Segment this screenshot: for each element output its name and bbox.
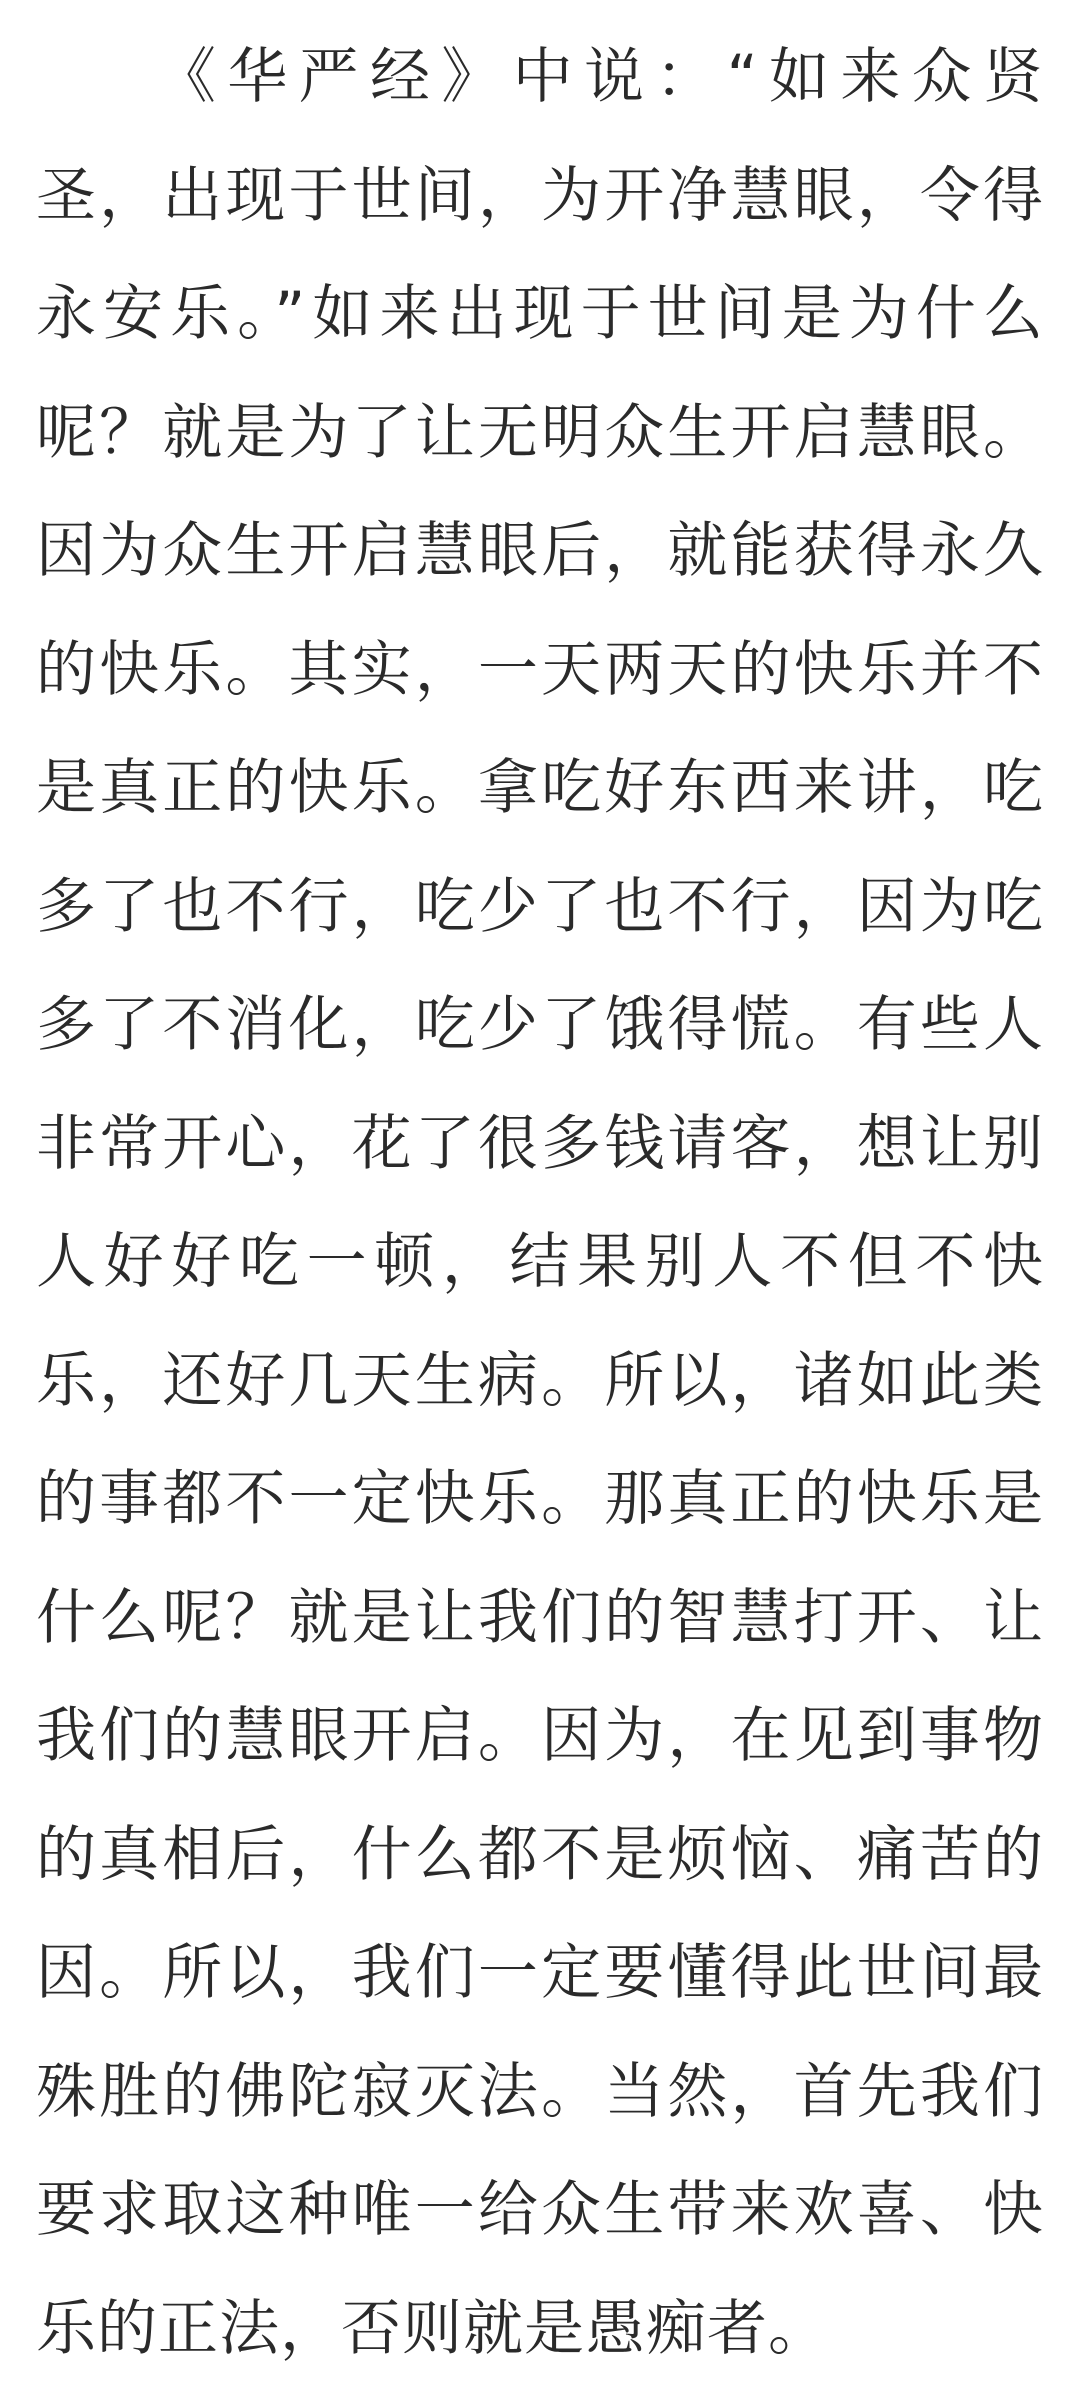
paragraph-line: 多了也不行，吃少了也不行，因为吃 bbox=[36, 871, 1044, 942]
paragraph-line: 乐的正法，否则就是愚痴者。 bbox=[36, 2293, 829, 2364]
paragraph-line: 人好好吃一顿，结果别人不但不快 bbox=[36, 1227, 1044, 1297]
paragraph-line: 因为众生开启慧眼后，就能获得永久 bbox=[36, 516, 1044, 586]
paragraph-line: 圣，出现于世间，为开净慧眼，令得 bbox=[36, 160, 1044, 231]
paragraph-line: 要求取这种唯一给众生带来欢喜、快 bbox=[36, 2175, 1044, 2245]
paragraph-line: 乐，还好几天生病。所以，诸如此类 bbox=[36, 1345, 1044, 1416]
paragraph-line: 我们的慧眼开启。因为，在见到事物 bbox=[36, 1701, 1044, 1771]
paragraph-line: 多了不消化，吃少了饿得慌。有些人 bbox=[36, 990, 1044, 1060]
paragraph-line: 殊胜的佛陀寂灭法。当然，首先我们 bbox=[36, 2056, 1044, 2127]
paragraph-line: 呢？就是为了让无明众生开启慧眼。 bbox=[36, 397, 1044, 468]
paragraph-line: 的真相后，什么都不是烦恼、痛苦的 bbox=[36, 1819, 1044, 1890]
paragraph-line: 非常开心，花了很多钱请客，想让别 bbox=[36, 1108, 1044, 1179]
paragraph-line: 的事都不一定快乐。那真正的快乐是 bbox=[36, 1464, 1044, 1534]
paragraph-line: 是真正的快乐。拿吃好东西来讲，吃 bbox=[36, 753, 1044, 823]
paragraph-line: 永安乐。”如来出现于世间是为什么 bbox=[36, 279, 1044, 349]
paragraph-line: 什么呢？就是让我们的智慧打开、让 bbox=[36, 1582, 1044, 1653]
paragraph-line: 因。所以，我们一定要懂得此世间最 bbox=[36, 1938, 1044, 2008]
paragraph-line: 《华严经》中说：“如来众贤 bbox=[156, 42, 1044, 112]
paragraph-line: 的快乐。其实，一天两天的快乐并不 bbox=[36, 634, 1044, 705]
